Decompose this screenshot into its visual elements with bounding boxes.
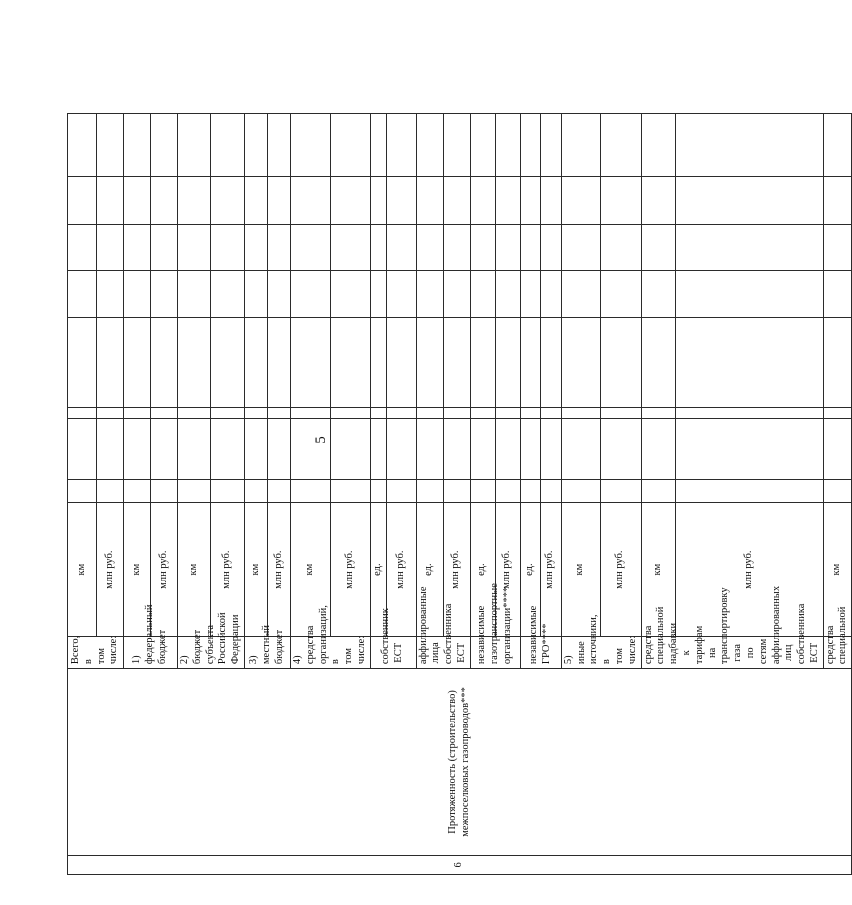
row-label: средства специальной (823, 637, 852, 669)
data-cell (641, 270, 675, 318)
unit-cell: млн руб. (540, 502, 561, 637)
unit-cell: млн руб. (330, 502, 370, 637)
data-cell (244, 318, 267, 407)
unit-cell: млн руб. (443, 502, 470, 637)
data-cell (600, 177, 641, 225)
data-cell (561, 113, 600, 176)
data-cell (675, 224, 823, 270)
data-cell (267, 318, 290, 407)
unit-cell: млн руб. (386, 502, 416, 637)
data-cell (520, 407, 540, 418)
data-cell (97, 419, 124, 480)
data-cell (267, 177, 290, 225)
data-cell (416, 318, 443, 407)
unit-cell: ед. (470, 502, 495, 637)
data-cell (97, 480, 124, 503)
unit-cell: ед. (520, 502, 540, 637)
row-label: 3) местный бюджет (244, 637, 290, 669)
data-cell (290, 318, 330, 407)
data-cell (675, 419, 823, 480)
data-cell (68, 113, 97, 176)
data-cell (540, 270, 561, 318)
data-cell (97, 318, 124, 407)
data-cell (124, 407, 151, 418)
data-cell (641, 419, 675, 480)
unit-cell: млн руб. (600, 502, 641, 637)
data-cell (823, 113, 852, 176)
data-cell (330, 177, 370, 225)
data-cell (97, 224, 124, 270)
row-label: Всего, в том числе: (68, 637, 124, 669)
data-cell (520, 419, 540, 480)
data-cell (520, 318, 540, 407)
table-row (68, 22, 97, 875)
indicator-name: Протяженность (строительство) межпоселковых газопроводов*** (68, 669, 852, 856)
row-label: 4) средства организаций, в том числе: (290, 637, 370, 669)
data-cell (470, 318, 495, 407)
data-cell (386, 177, 416, 225)
data-cell (290, 419, 330, 480)
data-cell (68, 480, 97, 503)
unit-cell: км (823, 502, 852, 637)
data-cell (470, 113, 495, 176)
data-cell (600, 270, 641, 318)
unit-cell: км (244, 502, 267, 637)
data-cell (244, 224, 267, 270)
data-cell (370, 407, 386, 418)
data-cell (68, 177, 97, 225)
data-cell (290, 407, 330, 418)
data-cell (443, 270, 470, 318)
data-cell (151, 270, 178, 318)
data-cell (675, 407, 823, 418)
data-cell (600, 407, 641, 418)
data-cell (495, 177, 520, 225)
data-cell (600, 224, 641, 270)
data-cell (823, 177, 852, 225)
data-cell (495, 113, 520, 176)
data-cell (178, 407, 211, 418)
data-cell (97, 177, 124, 225)
data-cell (540, 318, 561, 407)
data-cell (267, 270, 290, 318)
data-cell (416, 177, 443, 225)
data-cell (823, 224, 852, 270)
data-cell (470, 177, 495, 225)
data-cell (520, 270, 540, 318)
data-cell (244, 480, 267, 503)
data-cell (561, 407, 600, 418)
row-label: средства специальной надбавки к тарифам на транспортировку газа по сетям аффилированных лиц собственника ЕСТ (641, 637, 823, 669)
data-cell (823, 270, 852, 318)
data-cell (561, 224, 600, 270)
data-cell (386, 270, 416, 318)
data-cell (520, 177, 540, 225)
row-label: аффилированные лица собственника ЕСТ (416, 637, 470, 669)
data-cell (370, 318, 386, 407)
data-cell (211, 270, 245, 318)
row-label: собственник ЕСТ (370, 637, 416, 669)
data-cell (416, 419, 443, 480)
data-cell (470, 419, 495, 480)
data-cell (244, 270, 267, 318)
data-cell (290, 177, 330, 225)
data-cell (370, 224, 386, 270)
data-cell (386, 407, 416, 418)
unit-cell: млн руб. (495, 502, 520, 637)
data-cell (386, 419, 416, 480)
data-cell (641, 318, 675, 407)
data-cell (675, 270, 823, 318)
data-cell (267, 480, 290, 503)
data-cell (443, 407, 470, 418)
unit-cell: км (641, 502, 675, 637)
data-cell (470, 270, 495, 318)
data-cell (211, 419, 245, 480)
data-cell (520, 113, 540, 176)
data-cell (386, 480, 416, 503)
data-cell (211, 224, 245, 270)
data-cell (370, 177, 386, 225)
data-cell (68, 419, 97, 480)
data-cell (641, 177, 675, 225)
data-cell (151, 480, 178, 503)
row-label: 1) федеральный бюджет (124, 637, 178, 669)
data-cell (178, 480, 211, 503)
data-cell (330, 480, 370, 503)
data-cell (520, 224, 540, 270)
data-cell (124, 224, 151, 270)
data-cell (443, 480, 470, 503)
data-cell (178, 113, 211, 176)
data-cell (470, 480, 495, 503)
data-cell (386, 224, 416, 270)
data-cell (470, 407, 495, 418)
data-cell (495, 318, 520, 407)
data-cell (416, 407, 443, 418)
data-cell (675, 318, 823, 407)
investment-table (67, 21, 852, 875)
data-cell (443, 177, 470, 225)
data-cell (124, 318, 151, 407)
data-cell (211, 407, 245, 418)
data-cell (211, 177, 245, 225)
data-cell (495, 419, 520, 480)
data-cell (540, 177, 561, 225)
data-cell (675, 113, 823, 176)
data-cell (178, 318, 211, 407)
data-cell (443, 419, 470, 480)
data-cell (244, 419, 267, 480)
row-label: независимые ГРО**** (520, 637, 561, 669)
data-cell (290, 270, 330, 318)
data-cell (211, 480, 245, 503)
unit-cell: млн руб. (151, 502, 178, 637)
data-cell (330, 224, 370, 270)
data-cell (823, 419, 852, 480)
data-cell (600, 113, 641, 176)
data-cell (540, 113, 561, 176)
data-cell (495, 407, 520, 418)
unit-cell: ед. (416, 502, 443, 637)
data-cell (178, 419, 211, 480)
data-cell (124, 419, 151, 480)
data-cell (540, 419, 561, 480)
unit-cell: млн руб. (267, 502, 290, 637)
data-cell (641, 113, 675, 176)
data-cell (97, 407, 124, 418)
unit-cell: млн руб. (211, 502, 245, 637)
data-cell (370, 270, 386, 318)
data-cell (244, 407, 267, 418)
data-cell (416, 270, 443, 318)
data-cell (641, 407, 675, 418)
data-cell (641, 480, 675, 503)
data-cell (68, 318, 97, 407)
data-cell (561, 177, 600, 225)
row-label: независимые газотранспортные организации**** (470, 637, 520, 669)
data-cell (675, 177, 823, 225)
data-cell (178, 177, 211, 225)
data-cell (97, 113, 124, 176)
data-cell (330, 113, 370, 176)
unit-cell: ед. (370, 502, 386, 637)
data-cell (211, 318, 245, 407)
data-cell (151, 177, 178, 225)
data-cell (124, 113, 151, 176)
data-cell (151, 224, 178, 270)
data-cell (244, 177, 267, 225)
data-cell (290, 113, 330, 176)
data-cell (520, 480, 540, 503)
data-cell (330, 407, 370, 418)
data-cell (178, 270, 211, 318)
unit-cell: млн руб. (97, 502, 124, 637)
data-cell (68, 224, 97, 270)
data-cell (540, 407, 561, 418)
data-cell (641, 224, 675, 270)
unit-cell: млн руб. (675, 502, 823, 637)
data-cell (416, 113, 443, 176)
data-cell (370, 419, 386, 480)
data-cell (370, 113, 386, 176)
data-cell (600, 419, 641, 480)
data-cell (600, 318, 641, 407)
data-cell (151, 419, 178, 480)
data-cell (151, 113, 178, 176)
data-cell (561, 318, 600, 407)
data-cell (416, 480, 443, 503)
data-cell (267, 224, 290, 270)
unit-cell: км (561, 502, 600, 637)
data-cell (823, 480, 852, 503)
data-cell (600, 480, 641, 503)
data-cell (151, 318, 178, 407)
data-cell (211, 113, 245, 176)
data-cell (561, 270, 600, 318)
row-label: 2) бюджет субъекта Российской Федерации (178, 637, 245, 669)
unit-cell: км (68, 502, 97, 637)
data-cell (267, 419, 290, 480)
data-cell (540, 224, 561, 270)
data-cell (97, 270, 124, 318)
data-cell (386, 318, 416, 407)
data-cell (495, 480, 520, 503)
data-cell (540, 480, 561, 503)
unit-cell: км (124, 502, 151, 637)
data-cell (124, 270, 151, 318)
data-cell (330, 318, 370, 407)
section-number: 6 (68, 855, 852, 874)
data-cell (330, 270, 370, 318)
page-number: 5 (313, 436, 329, 444)
data-cell (495, 270, 520, 318)
data-cell (370, 480, 386, 503)
data-cell (823, 407, 852, 418)
data-cell (675, 480, 823, 503)
data-cell (68, 407, 97, 418)
data-cell (124, 480, 151, 503)
data-cell (495, 224, 520, 270)
data-cell (267, 407, 290, 418)
data-cell (244, 113, 267, 176)
unit-cell: км (178, 502, 211, 637)
data-cell (443, 318, 470, 407)
data-cell (68, 270, 97, 318)
row-label: 5) иные источники, в том числе: (561, 637, 641, 669)
data-cell (561, 419, 600, 480)
data-cell (443, 113, 470, 176)
data-cell (151, 407, 178, 418)
data-cell (823, 318, 852, 407)
data-cell (267, 113, 290, 176)
data-cell (290, 480, 330, 503)
data-cell (416, 224, 443, 270)
data-cell (330, 419, 370, 480)
data-cell (470, 224, 495, 270)
data-cell (443, 224, 470, 270)
data-cell (561, 480, 600, 503)
data-cell (124, 177, 151, 225)
data-cell (386, 113, 416, 176)
data-cell (290, 224, 330, 270)
data-cell (178, 224, 211, 270)
unit-cell: км (290, 502, 330, 637)
